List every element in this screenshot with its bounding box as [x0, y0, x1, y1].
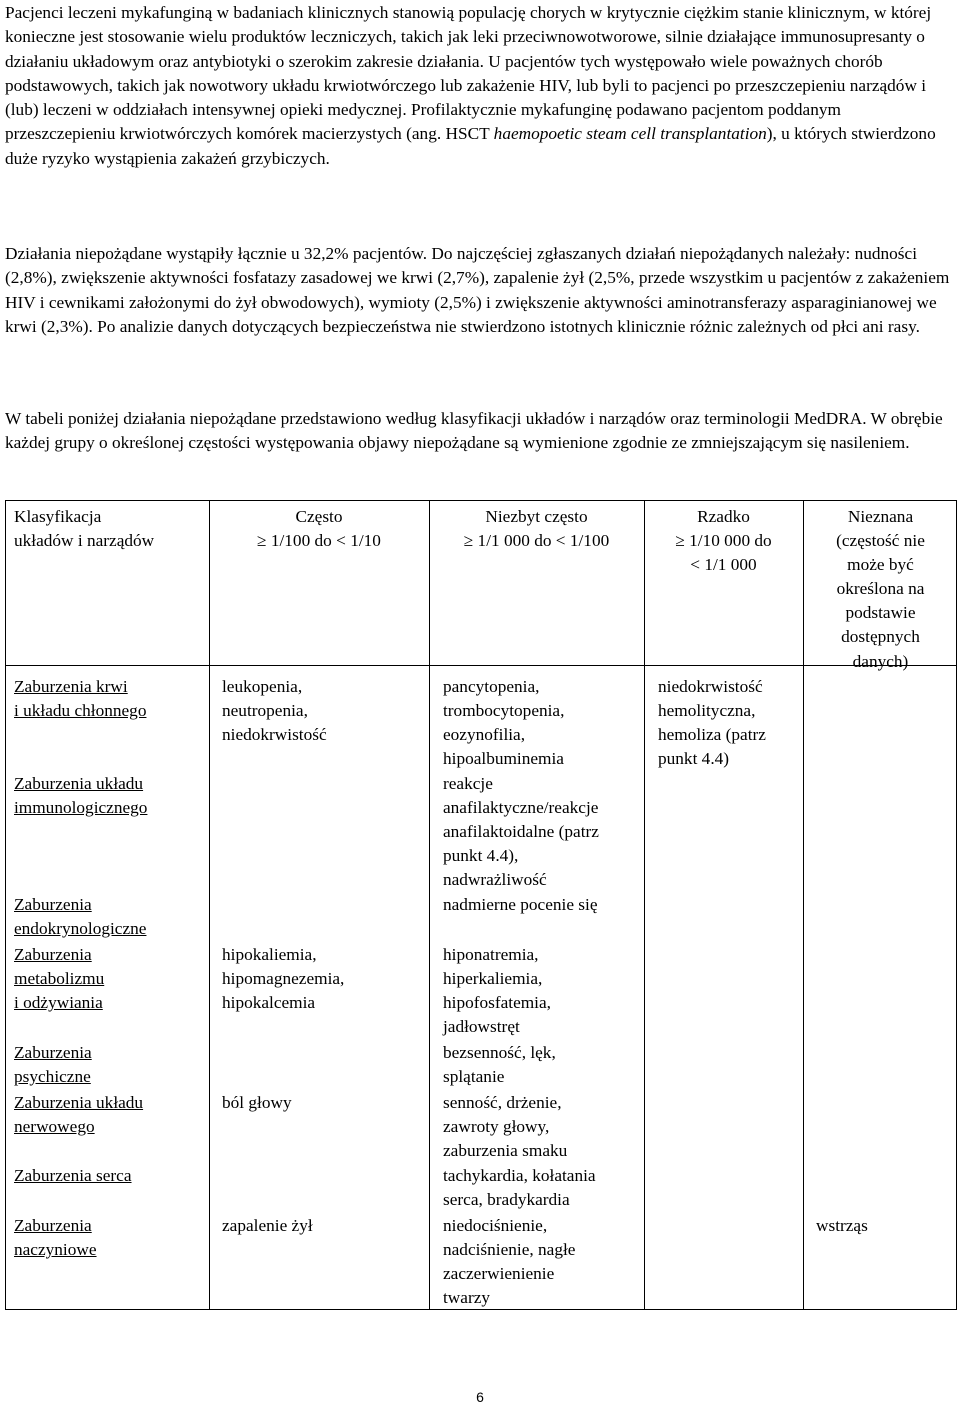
soc-endocrine — [14, 893, 206, 941]
header-unknown-line: może być — [847, 555, 914, 575]
header-common-line: ≥ 1/100 do < 1/10 — [257, 531, 381, 551]
reaction-line: nadwrażliwość — [443, 870, 547, 890]
paragraph-2-text: Działania niepożądane wystąpiły łącznie u 32,2% pacjentów. Do najczęściej zgłaszanych działań niepożądanych należały: nudności (2,8%), zwiększenie aktywności fosfatazy zasadowej we krwi (2,7%), zapalenie żył (2,5%, przede wszystkim u pacjentów z zakażeniem HIV i cewnikami założonymi do żył obwodowych), wymioty (2,5%) i zwiększenie aktywności aminotransferazy asparaginianowej we krwi (2,3%). Po analizie danych dotyczących bezpieczeństwa nie stwierdzono istotnych klinicznie różnic zależnych od płci ani rasy. — [5, 244, 950, 336]
paragraph-1-text-b: ), u których stwierdzono duże ryzyko wystąpienia zakażeń grzybiczych. — [5, 124, 936, 168]
header-soc — [14, 505, 204, 553]
soc-line: Zaburzenia układu — [14, 774, 144, 793]
header-rare-line: Rzadko — [697, 507, 750, 526]
reaction-line: leukopenia, — [222, 677, 303, 696]
header-uncommon-line: ≥ 1/1 000 do < 1/100 — [463, 531, 610, 551]
table-column-divider — [209, 501, 210, 1309]
reaction-line: niedokrwistość — [222, 725, 327, 745]
soc-line: Zaburzenia serca — [14, 1166, 132, 1185]
soc-psychiatric — [14, 1041, 206, 1089]
header-uncommon-line: Niezbyt często — [485, 507, 588, 526]
uncommon-immune — [443, 772, 643, 892]
reaction-line: hemoliza (patrz — [658, 725, 766, 745]
reaction-line: punkt 4.4) — [658, 749, 730, 769]
reaction-line: zawroty głowy, — [443, 1117, 550, 1137]
reaction-line: serca, bradykardia — [443, 1190, 570, 1210]
reaction-line: wstrząs — [816, 1216, 868, 1235]
rare-blood — [658, 675, 803, 771]
soc-line: Zaburzenia układu — [14, 1093, 144, 1112]
paragraph-3-text: W tabeli poniżej działania niepożądane przedstawiono według klasyfikacji układów i narządów oraz terminologii MedDRA. W obrębie każdej grupy o określonej częstości występowania objawy niepożądane są wymienione zgodnie ze zmniejszającym się nasileniem. — [5, 409, 943, 453]
reaction-line: hipokaliemia, — [222, 945, 317, 964]
soc-line: Zaburzenia — [14, 1216, 92, 1235]
reaction-line: anafilaktoidalne (patrz — [443, 822, 599, 842]
header-rare-line: < 1/1 000 — [690, 555, 757, 575]
reaction-line: punkt 4.4), — [443, 846, 519, 866]
reaction-line: hipomagnezemia, — [222, 969, 345, 989]
soc-line: nerwowego — [14, 1117, 95, 1137]
soc-line: Zaburzenia krwi — [14, 677, 128, 696]
header-unknown-line: danych) — [852, 651, 909, 671]
reaction-line: senność, drżenie, — [443, 1093, 562, 1112]
reaction-line: zapalenie żył — [222, 1216, 313, 1235]
reaction-line: nadciśnienie, nagłe — [443, 1240, 576, 1260]
soc-line: naczyniowe — [14, 1240, 97, 1260]
soc-line: Zaburzenia — [14, 945, 92, 964]
soc-blood — [14, 675, 206, 723]
unknown-vascular — [816, 1214, 951, 1238]
reaction-line: hiperkaliemia, — [443, 969, 543, 989]
reaction-line: ból głowy — [222, 1093, 292, 1112]
soc-line: Zaburzenia — [14, 895, 92, 914]
reaction-line: niedokrwistość — [658, 677, 763, 696]
soc-line: immunologicznego — [14, 798, 148, 818]
header-soc-line: Klasyfikacja — [14, 507, 102, 526]
reaction-line: hipokalcemia — [222, 993, 316, 1013]
soc-line: Zaburzenia — [14, 1043, 92, 1062]
reaction-line: neutropenia, — [222, 701, 308, 721]
reaction-line: hiponatremia, — [443, 945, 539, 964]
paragraph-clinical-population — [5, 1, 950, 171]
header-common — [214, 505, 424, 553]
header-unknown-line: Nieznana — [847, 507, 914, 526]
header-uncommon — [434, 505, 639, 553]
soc-vascular — [14, 1214, 206, 1262]
uncommon-psychiatric — [443, 1041, 643, 1089]
common-blood — [222, 675, 427, 747]
common-metabolism — [222, 943, 427, 1015]
uncommon-nervous — [443, 1091, 643, 1163]
header-rare-line: ≥ 1/10 000 do — [675, 531, 772, 551]
reaction-line: hipofosfatemia, — [443, 993, 551, 1013]
uncommon-blood — [443, 675, 643, 771]
reaction-line: zaczerwienienie — [443, 1264, 555, 1284]
reaction-line: trombocytopenia, — [443, 701, 565, 721]
uncommon-metabolism — [443, 943, 643, 1039]
reaction-line: pancytopenia, — [443, 677, 540, 696]
page-number: 6 — [476, 1389, 484, 1405]
reaction-line: hipoalbuminemia — [443, 749, 564, 769]
reaction-line: hemolityczna, — [658, 701, 756, 721]
reaction-line: jadłowstręt — [443, 1017, 520, 1037]
soc-line: metabolizmu — [14, 969, 105, 989]
paragraph-1-italic-term: haemopoetic steam cell transplantation — [493, 124, 767, 144]
reaction-line: eozynofilia, — [443, 725, 526, 745]
soc-nervous — [14, 1091, 206, 1139]
header-rare — [649, 505, 798, 577]
adverse-reactions-table — [5, 500, 957, 1310]
reaction-line: zaburzenia smaku — [443, 1141, 568, 1161]
paragraph-1-text-a: Pacjenci leczeni mykafunginą w badaniach klinicznych stanowią populację chorych w krytycznie ciężkim stanie klinicznym, w której konieczne jest stosowanie wielu produktów leczniczych, takich jak leki przeciwnowotworowe, silnie działające immunosupresanty o działaniu układowym oraz antybiotyki o szerokim zakresie działania. U pacjentów tych występowało wiele poważnych chorób podstawowych, takich jak nowotwory układu krwiotwórczego lub zakażenie HIV, lub byli to pacjenci po przeszczepieniu narządów i (lub) leczeni w oddziałach intensywnej opieki medycznej. Profilaktycznie mykafunginę podawano pacjentom poddanym przeszczepieniu krwiotwórczych komórek macierzystych (ang. HSCT — [5, 3, 932, 144]
soc-metabolism — [14, 943, 206, 1015]
reaction-line: reakcje — [443, 774, 493, 793]
uncommon-vascular — [443, 1214, 643, 1310]
table-column-divider — [644, 501, 645, 1309]
reaction-line: nadmierne pocenie się — [443, 895, 598, 914]
common-vascular — [222, 1214, 427, 1238]
soc-line: psychiczne — [14, 1067, 91, 1087]
uncommon-endocrine — [443, 893, 643, 917]
reaction-line: anafilaktyczne/reakcje — [443, 798, 599, 818]
header-common-line: Często — [295, 507, 343, 526]
soc-line: i odżywiania — [14, 993, 103, 1013]
reaction-line: bezsenność, lęk, — [443, 1043, 556, 1062]
uncommon-cardiac — [443, 1164, 643, 1212]
header-unknown-line: dostępnych — [841, 627, 920, 647]
reaction-line: tachykardia, kołatania — [443, 1166, 596, 1185]
header-soc-line: układów i narządów — [14, 531, 155, 551]
table-column-divider — [429, 501, 430, 1309]
table-column-divider — [803, 501, 804, 1309]
soc-immune — [14, 772, 206, 820]
header-unknown-line: określona na — [836, 579, 925, 599]
soc-line: i układu chłonnego — [14, 701, 147, 721]
soc-line: endokrynologiczne — [14, 919, 147, 939]
common-nervous — [222, 1091, 427, 1115]
header-unknown-line: podstawie — [845, 603, 916, 623]
header-unknown-line: (częstość nie — [836, 531, 925, 551]
soc-cardiac — [14, 1164, 206, 1188]
paragraph-table-intro — [5, 407, 950, 456]
paragraph-adverse-reactions — [5, 242, 950, 339]
reaction-line: splątanie — [443, 1067, 505, 1087]
header-unknown — [808, 505, 953, 674]
reaction-line: twarzy — [443, 1288, 491, 1308]
reaction-line: niedociśnienie, — [443, 1216, 548, 1235]
